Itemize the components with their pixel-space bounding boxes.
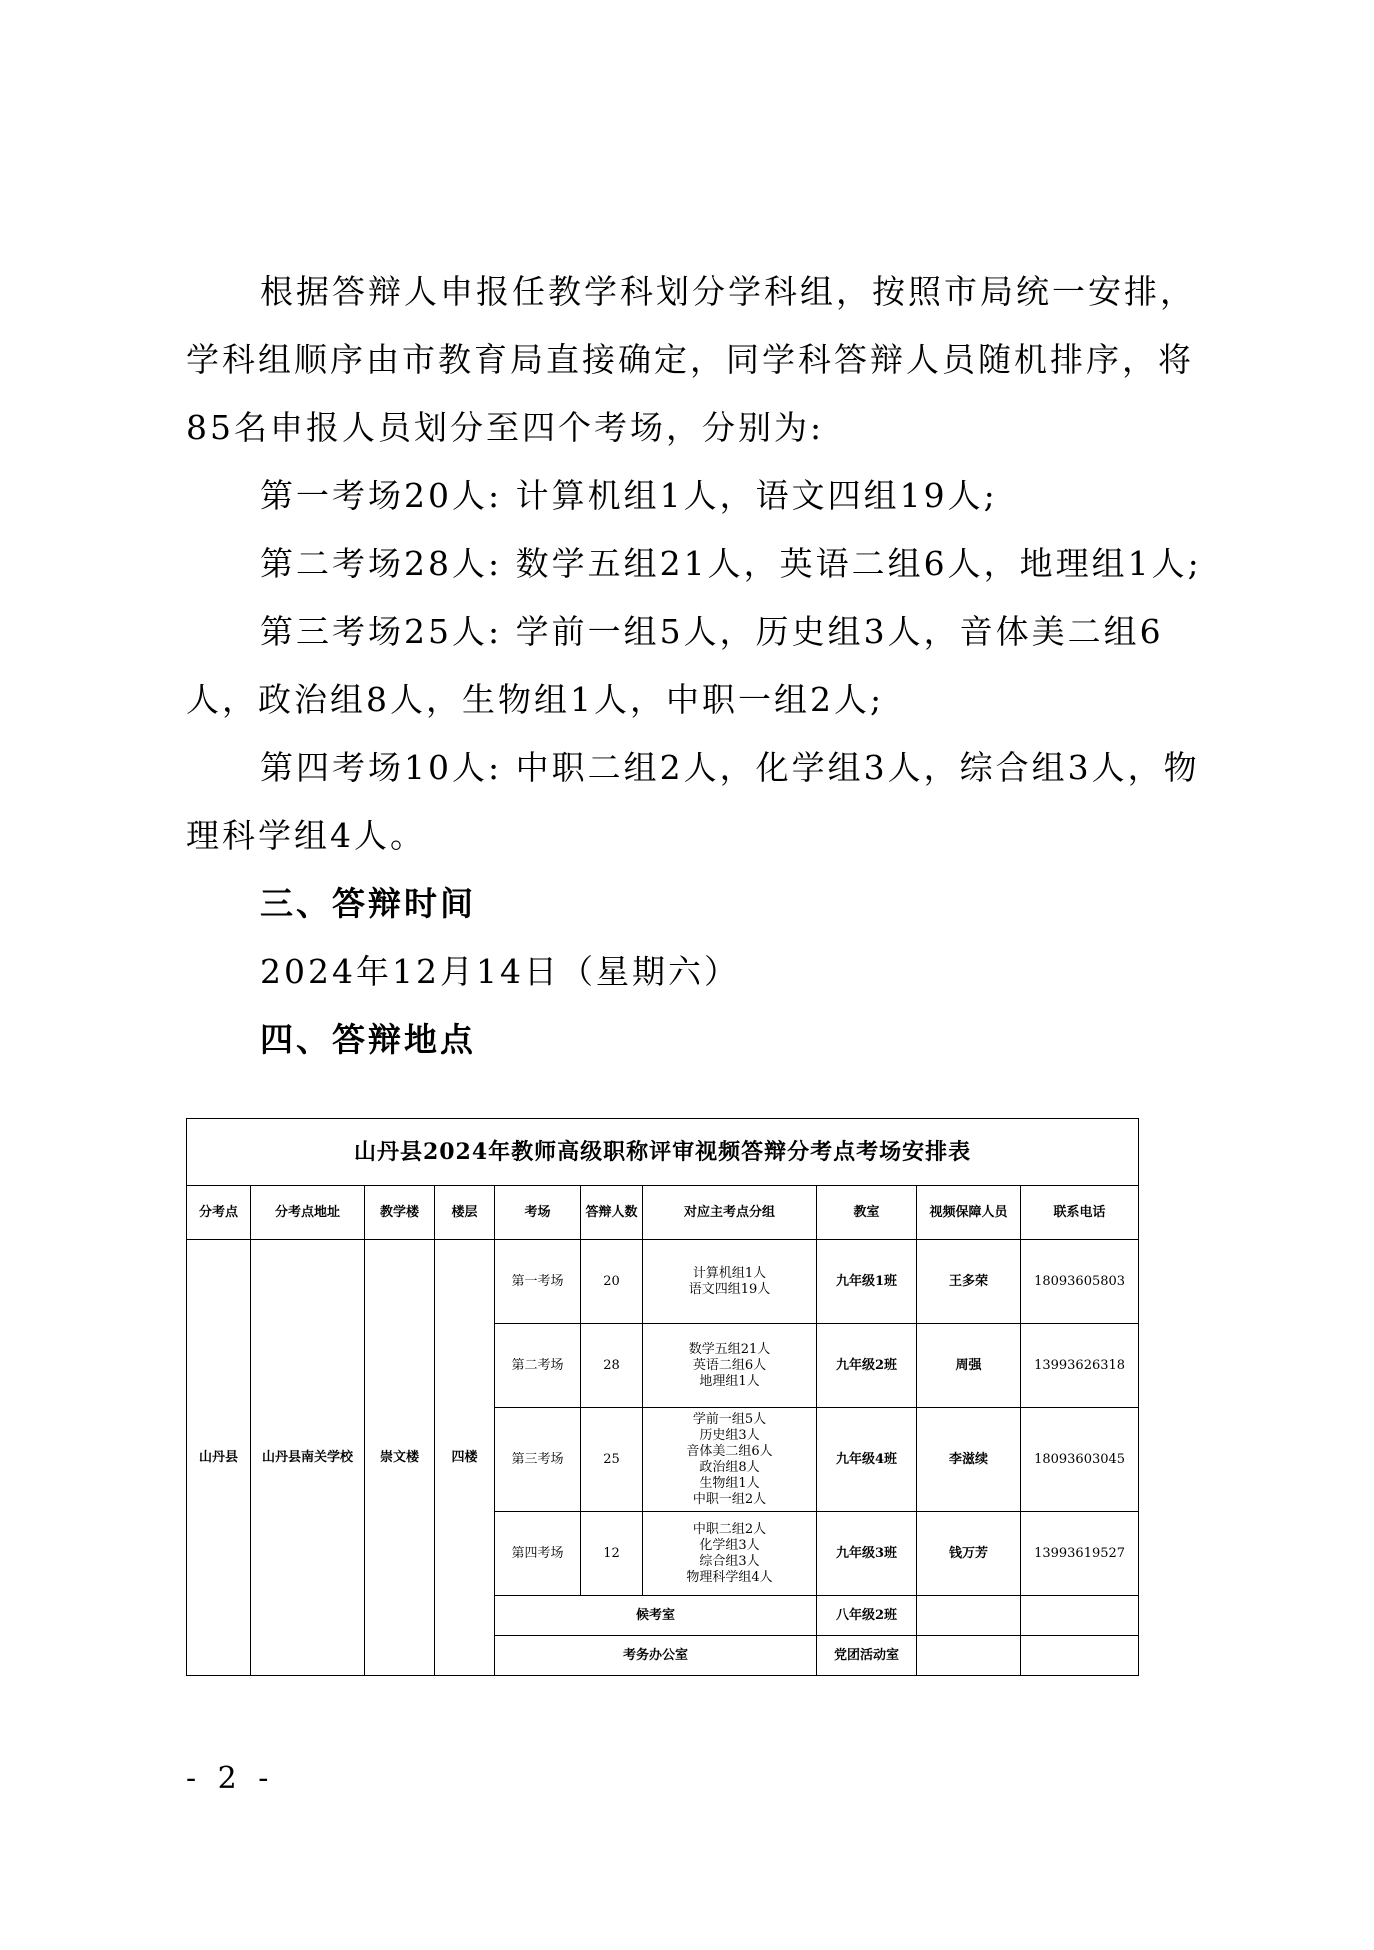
staff-cell: 王多荣 <box>917 1240 1021 1324</box>
group-item: 数学五组21人 <box>688 1341 771 1357</box>
group-item: 地理组1人 <box>699 1373 760 1389</box>
group-item: 中职二组2人 <box>692 1521 767 1537</box>
room-name-cell: 第一考场 <box>495 1240 581 1324</box>
group-item: 化学组3人 <box>699 1537 760 1553</box>
arrangement-table <box>186 1118 1139 1676</box>
staff-cell: 李滋续 <box>917 1408 1021 1512</box>
group-item: 英语二组6人 <box>692 1357 767 1373</box>
header-groups: 对应主考点分组 <box>643 1186 817 1240</box>
header-classroom: 教室 <box>817 1186 917 1240</box>
header-room: 考场 <box>495 1186 581 1240</box>
paragraph-room-4: 第四考场10人: 中职二组2人，化学组3人，综合组3人，物理科学组4人。 <box>186 748 1200 855</box>
classroom-cell: 九年级1班 <box>817 1240 917 1324</box>
paragraph-room-1: 第一考场20人: 计算机组1人，语文四组19人; <box>260 476 998 515</box>
group-item: 物理科学组4人 <box>686 1569 773 1585</box>
header-count: 答辩人数 <box>581 1186 643 1240</box>
empty-cell <box>1021 1596 1139 1636</box>
floor-cell: 四楼 <box>435 1240 495 1676</box>
header-staff: 视频保障人员 <box>917 1186 1021 1240</box>
waiting-room-classroom: 八年级2班 <box>817 1596 917 1636</box>
classroom-cell: 九年级4班 <box>817 1408 917 1512</box>
group-item: 生物组1人 <box>699 1475 760 1491</box>
paragraph-intro: 根据答辩人申报任教学科划分学科组，按照市局统一安排，学科组顺序由市教育局直接确定，同学科答辩人员随机排序，将85名申报人员划分至四个考场，分别为: <box>186 272 1196 447</box>
phone-cell: 18093603045 <box>1021 1408 1139 1512</box>
group-item: 中职一组2人 <box>692 1491 767 1507</box>
header-building: 教学楼 <box>365 1186 435 1240</box>
table-header-row <box>187 1186 1139 1240</box>
table-caption: 山丹县2024年教师高级职称评审视频答辩分考点考场安排表 <box>187 1119 1139 1186</box>
arrangement-table-wrapper <box>186 1118 1138 1676</box>
phone-cell: 13993619527 <box>1021 1512 1139 1596</box>
address-cell: 山丹县南关学校 <box>251 1240 365 1676</box>
waiting-room-label: 候考室 <box>495 1596 817 1636</box>
empty-cell <box>1021 1636 1139 1676</box>
room-count-cell: 20 <box>581 1240 643 1324</box>
empty-cell <box>917 1636 1021 1676</box>
group-item: 综合组3人 <box>699 1553 760 1569</box>
header-site: 分考点 <box>187 1186 251 1240</box>
page-number: - 2 - <box>186 1761 275 1796</box>
staff-cell: 周强 <box>917 1324 1021 1408</box>
classroom-cell: 九年级2班 <box>817 1324 917 1408</box>
body-text <box>186 258 1216 1074</box>
room-name-cell: 第三考场 <box>495 1408 581 1512</box>
office-classroom: 党团活动室 <box>817 1636 917 1676</box>
header-phone: 联系电话 <box>1021 1186 1139 1240</box>
room-groups-cell <box>643 1324 817 1408</box>
building-cell: 崇文楼 <box>365 1240 435 1676</box>
paragraph-room-2: 第二考场28人: 数学五组21人，英语二组6人，地理组1人; <box>260 544 1202 583</box>
group-item: 学前一组5人 <box>692 1411 767 1427</box>
paragraph-room-3: 第三考场25人: 学前一组5人，历史组3人，音体美二组6人，政治组8人，生物组1人，中职一组2人; <box>186 612 1164 719</box>
room-count-cell: 12 <box>581 1512 643 1596</box>
classroom-cell: 九年级3班 <box>817 1512 917 1596</box>
empty-cell <box>917 1596 1021 1636</box>
group-item: 音体美二组6人 <box>686 1443 773 1459</box>
section-heading-location: 四、答辩地点 <box>260 1020 476 1059</box>
room-name-cell: 第二考场 <box>495 1324 581 1408</box>
room-groups-cell <box>643 1512 817 1596</box>
group-item: 政治组8人 <box>699 1459 760 1475</box>
site-cell: 山丹县 <box>187 1240 251 1676</box>
defense-date: 2024年12月14日（星期六） <box>260 952 740 991</box>
staff-cell: 钱万芳 <box>917 1512 1021 1596</box>
room-name-cell: 第四考场 <box>495 1512 581 1596</box>
room-count-cell: 28 <box>581 1324 643 1408</box>
header-address: 分考点地址 <box>251 1186 365 1240</box>
phone-cell: 18093605803 <box>1021 1240 1139 1324</box>
room-groups-cell <box>643 1408 817 1512</box>
group-item: 计算机组1人 <box>692 1265 767 1281</box>
room-count-cell: 25 <box>581 1408 643 1512</box>
room-groups-cell <box>643 1240 817 1324</box>
group-item: 历史组3人 <box>699 1427 760 1443</box>
section-heading-time: 三、答辩时间 <box>260 884 476 923</box>
table-row <box>187 1240 1139 1324</box>
header-floor: 楼层 <box>435 1186 495 1240</box>
group-item: 语文四组19人 <box>688 1281 771 1297</box>
office-label: 考务办公室 <box>495 1636 817 1676</box>
phone-cell: 13993626318 <box>1021 1324 1139 1408</box>
